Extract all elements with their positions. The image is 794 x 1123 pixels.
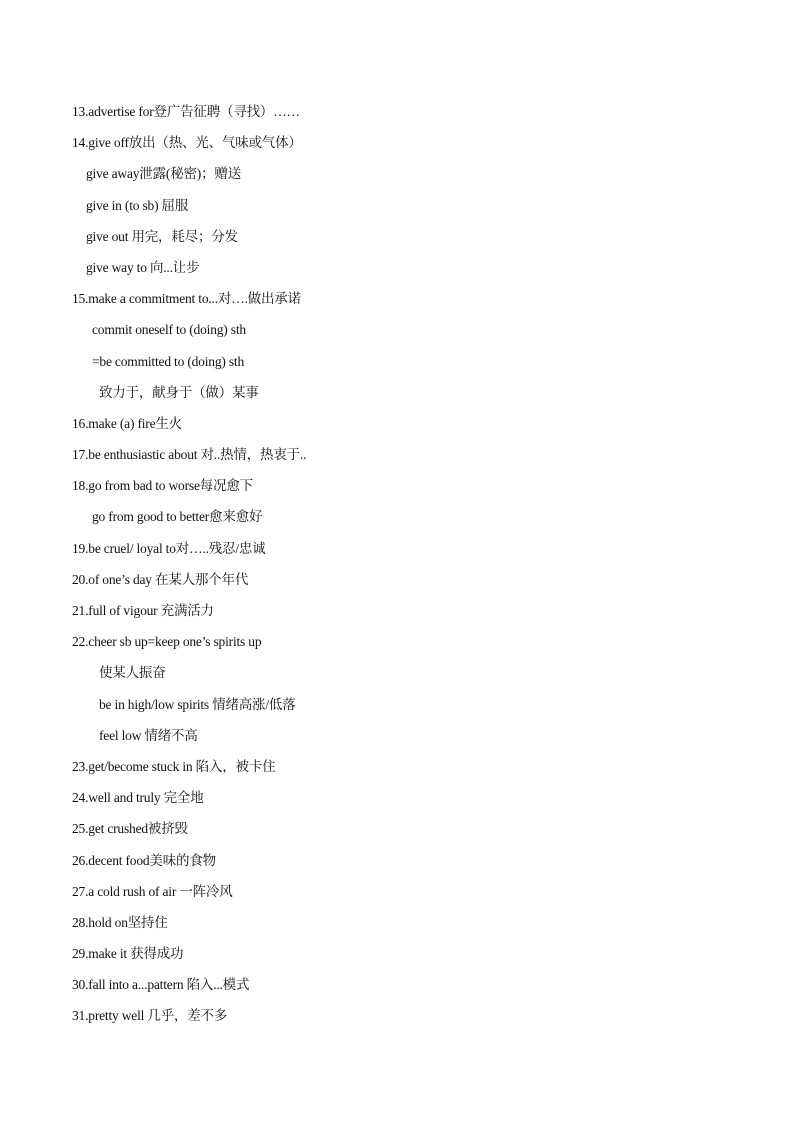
phrase-line: =be committed to (doing) sth xyxy=(92,353,244,369)
phrase-line: 致力于，献身于（做）某事 xyxy=(99,384,259,400)
phrase-line: 16.make (a) fire生火 xyxy=(72,415,182,431)
phrase-line: 28.hold on坚持住 xyxy=(72,914,168,930)
phrase-line: commit oneself to (doing) sth xyxy=(92,322,246,338)
phrase-line: 25.get crushed被挤毁 xyxy=(72,821,188,837)
phrase-line: 29.make it 获得成功 xyxy=(72,946,184,962)
phrase-line: 15.make a commitment to...对….做出承诺 xyxy=(72,291,301,307)
phrase-line: 21.full of vigour 充满活力 xyxy=(72,603,214,618)
phrase-line: 31.pretty well 几乎，差不多 xyxy=(72,1008,228,1024)
phrase-line: 13.advertise for登广告征聘（寻找）…… xyxy=(72,104,300,119)
phrase-line: 26.decent food美味的食物 xyxy=(72,852,216,868)
phrase-line: 19.be cruel/ loyal to对…..残忍/忠诚 xyxy=(72,540,266,556)
phrase-line: 23.get/become stuck in 陷入，被卡住 xyxy=(72,758,276,774)
phrase-line: feel low 情绪不高 xyxy=(99,727,198,743)
phrase-line: 14.give off放出（热、光、气味或气体） xyxy=(72,135,302,151)
phrase-line: 20.of one’s day 在某人那个年代 xyxy=(72,571,249,587)
phrase-line: 使某人振奋 xyxy=(99,665,166,681)
phrase-line: 18.go from bad to worse每况愈下 xyxy=(72,478,253,494)
phrase-line: be in high/low spirits 情绪高涨/低落 xyxy=(99,696,296,712)
phrase-line: 30.fall into a...pattern 陷入...模式 xyxy=(72,977,250,993)
phrase-line: give way to 向...让步 xyxy=(86,259,200,275)
phrase-line: 24.well and truly 完全地 xyxy=(72,790,204,806)
phrase-line: give in (to sb) 屈服 xyxy=(86,197,189,213)
phrase-line: go from good to better愈来愈好 xyxy=(92,509,263,525)
phrase-line: give out 用完，耗尽；分发 xyxy=(86,228,238,244)
phrase-line: 22.cheer sb up=keep one’s spirits up xyxy=(72,634,262,650)
phrase-list xyxy=(72,101,752,1037)
phrase-line: 27.a cold rush of air 一阵冷风 xyxy=(72,883,233,899)
phrase-line: 17.be enthusiastic about 对..热情，热衷于.. xyxy=(72,447,307,463)
phrase-line: give away泄露(秘密)；赠送 xyxy=(86,166,241,182)
